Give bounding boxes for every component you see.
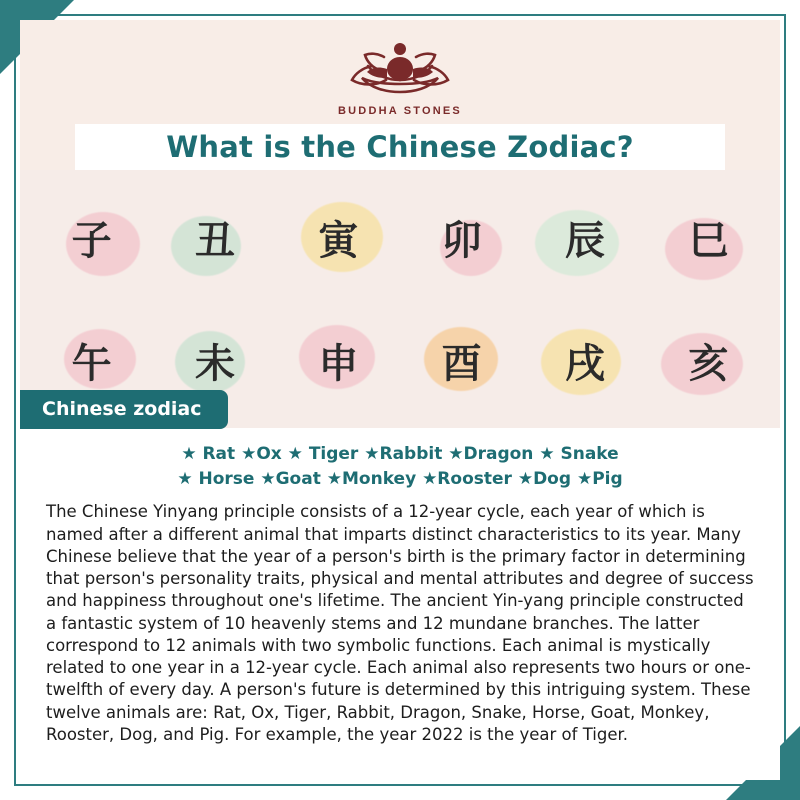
zodiac-sign-pig [647, 299, 770, 422]
zodiac-sign-tiger [277, 176, 400, 299]
zodiac-glyph: 午 [71, 340, 112, 387]
brand-name: BUDDHA STONES [338, 105, 462, 117]
animal-list-line-1: ★ Rat ★Ox ★ Tiger ★Rabbit ★Dragon ★ Snake [181, 444, 619, 464]
animal-list-line-2: ★ Horse ★Goat ★Monkey ★Rooster ★Dog ★Pig [177, 468, 623, 489]
zodiac-grid [30, 176, 770, 422]
zodiac-glyph: 丑 [194, 217, 235, 264]
zodiac-glyph: 亥 [688, 340, 729, 387]
zodiac-glyph: 寅 [318, 217, 359, 264]
zodiac-glyph: 未 [194, 340, 235, 387]
description-paragraph: The Chinese Yinyang principle consists of a 12-year cycle, each year of which is named after a different animal that imparts distinct characteristics to its year. Many Chinese believe that the year of a person's birth is the primary factor in determining that person's personality traits, physical and mental attributes and degree of success and happiness throughout one's lifetime. The ancient Yin-yang principle constructed a fantastic system of 10 heavenly stems and 12 mundane branches. The latter correspond to 12 animals with two symbolic functions. Each animal is mystically related to one year in a 12-year cycle. Each animal also represents two hours or one-twelfth of every day. A person's future is determined by this intriguing system. These twelve animals are: Rat, Ox, Tiger, Rabbit, Dragon, Snake, Horse, Goat, Monkey, Rooster, Dog, and Pig. For example, the year 2022 is the year of Tiger. [46, 502, 754, 744]
zodiac-sign-dragon [523, 176, 646, 299]
zodiac-sign-rat [30, 176, 153, 299]
poster-content [20, 20, 780, 780]
zodiac-sign-dog [523, 299, 646, 422]
zodiac-glyph: 子 [71, 217, 112, 264]
zodiac-sign-ox [153, 176, 276, 299]
zodiac-glyph: 戌 [564, 340, 605, 387]
zodiac-glyph: 申 [318, 340, 359, 387]
title-band [75, 124, 725, 170]
zodiac-glyph: 卯 [441, 217, 482, 264]
lotus-meditation-icon [340, 36, 460, 103]
zodiac-sign-rabbit [400, 176, 523, 299]
article-body [20, 428, 780, 756]
zodiac-sign-monkey [277, 299, 400, 422]
page-title: What is the Chinese Zodiac? [166, 130, 634, 164]
brand-logo [20, 30, 780, 117]
chinese-zodiac-tag: Chinese zodiac [20, 390, 228, 429]
zodiac-sign-snake [647, 176, 770, 299]
zodiac-glyph: 巳 [688, 217, 729, 264]
zodiac-glyph: 酉 [441, 340, 482, 387]
zodiac-sign-rooster [400, 299, 523, 422]
header [20, 20, 780, 170]
zodiac-glyph: 辰 [564, 217, 605, 264]
